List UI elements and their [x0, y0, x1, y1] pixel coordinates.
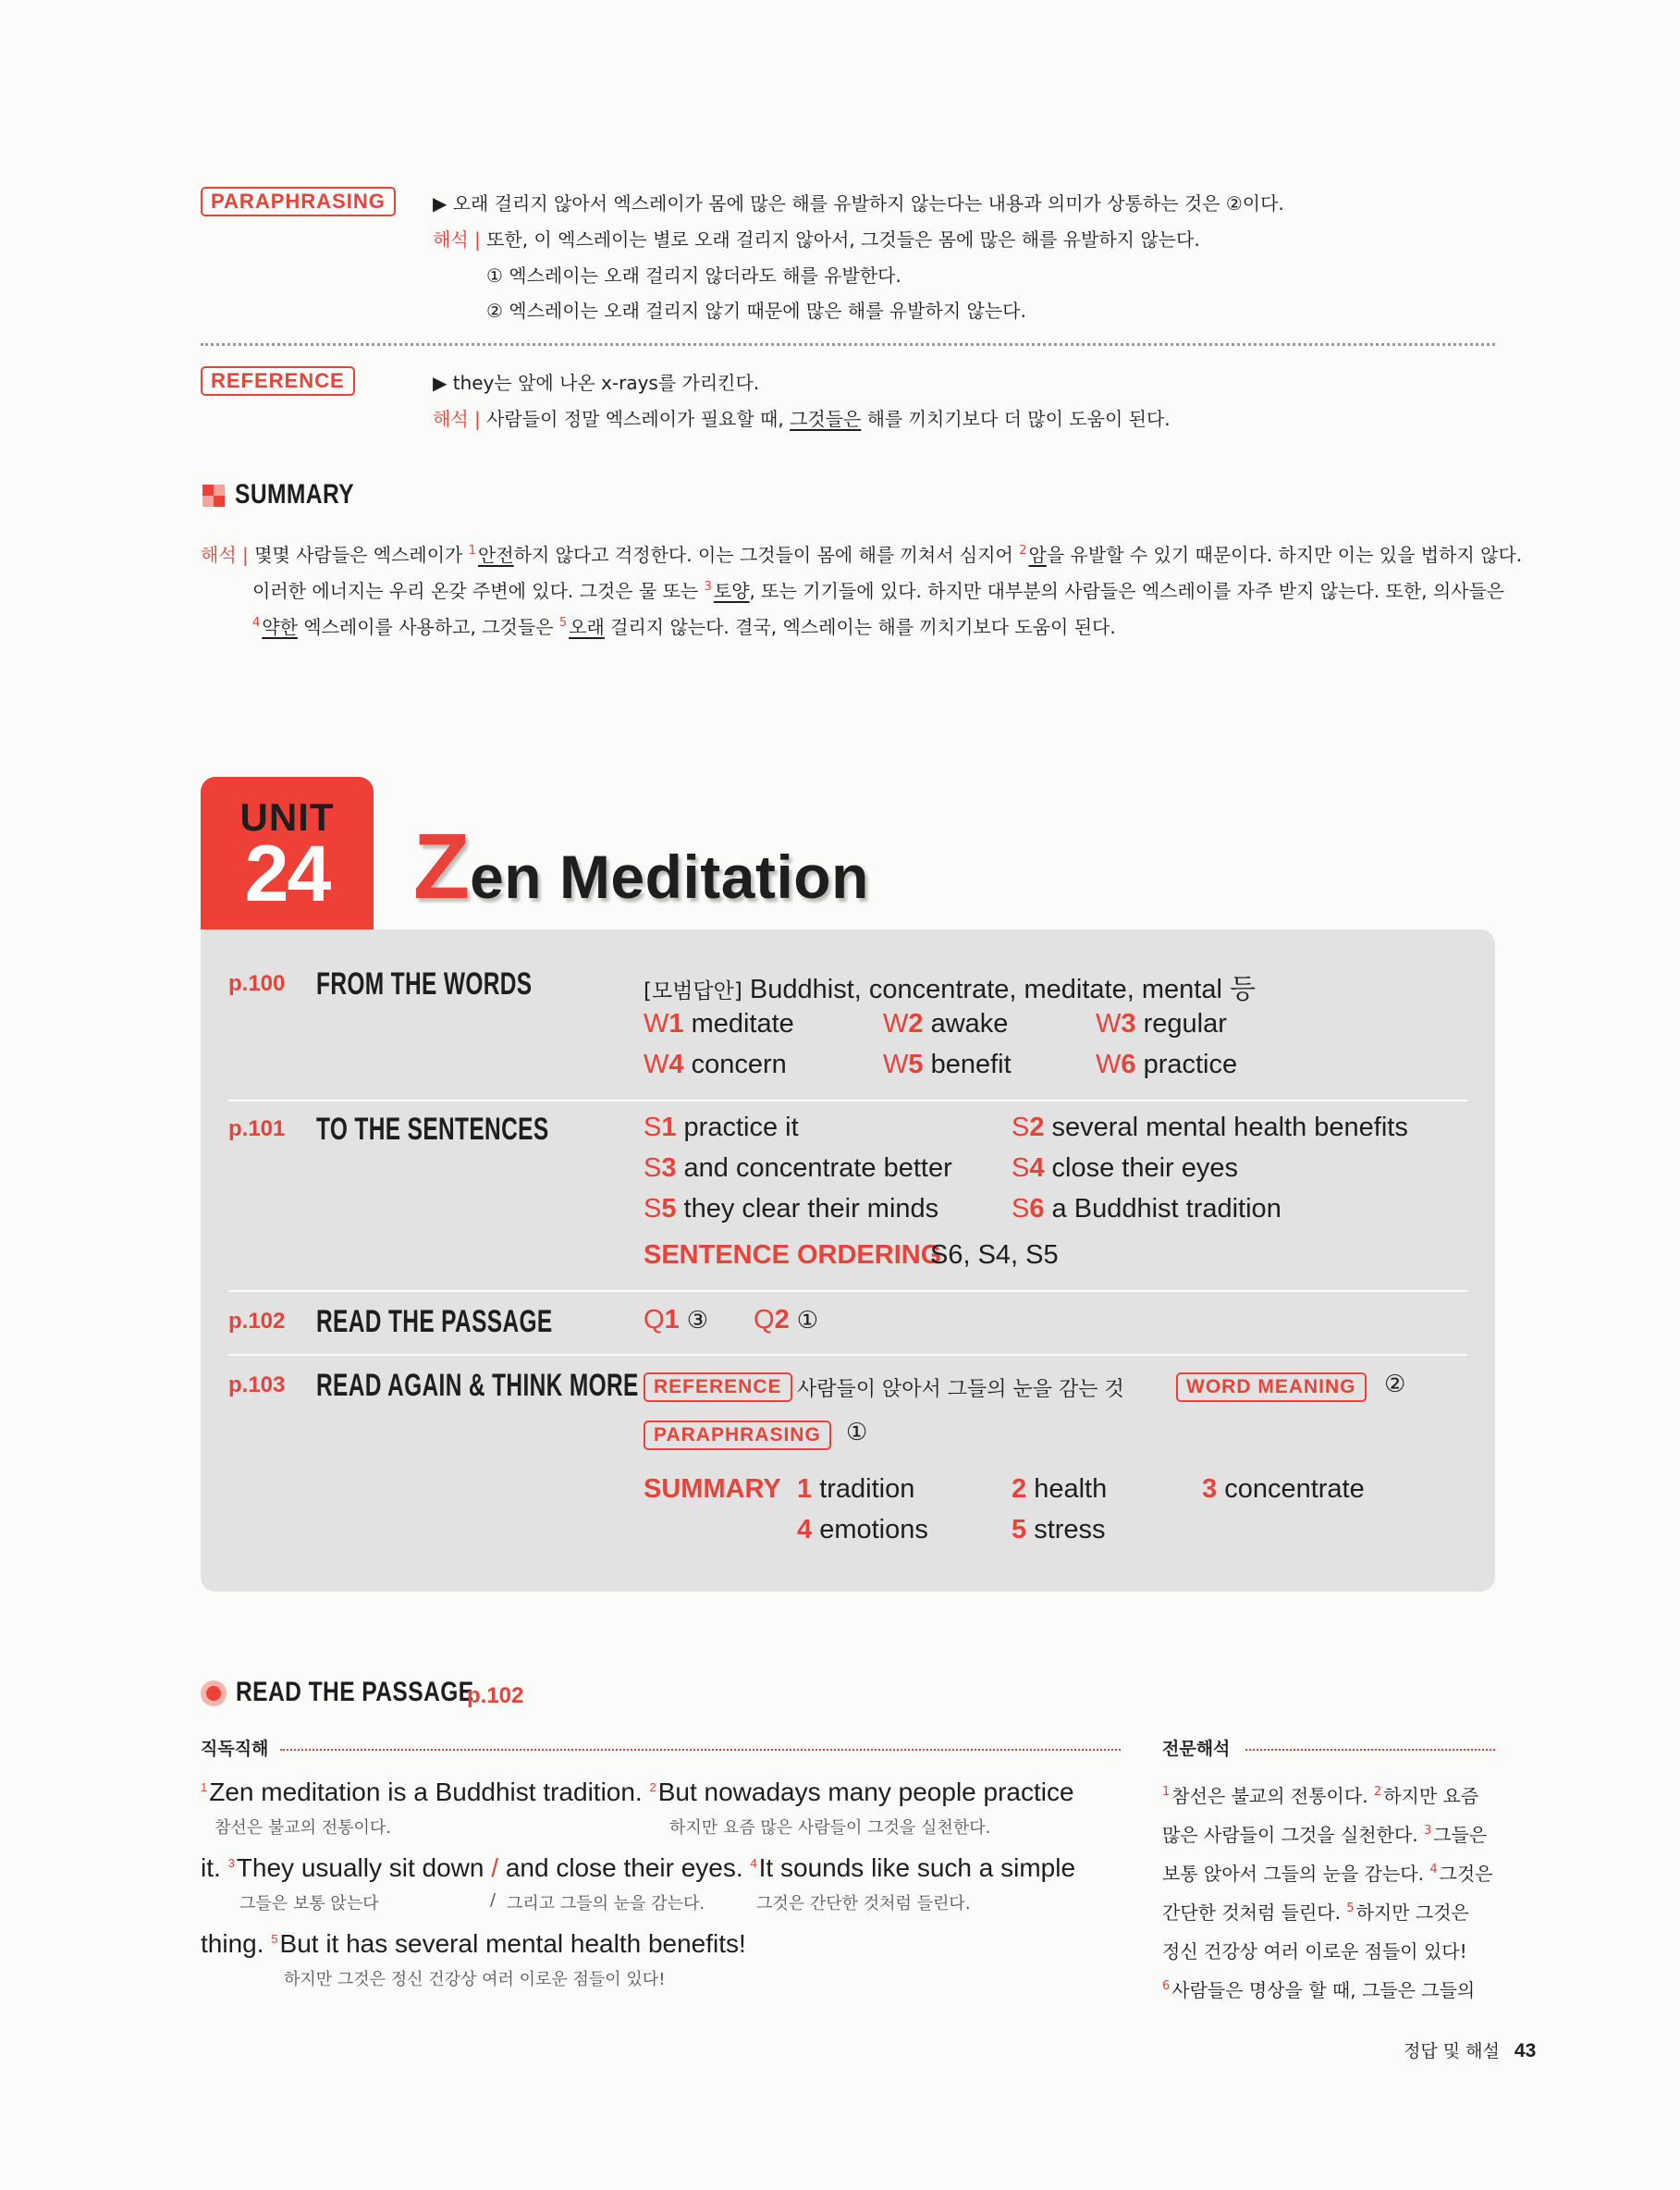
unit-badge	[201, 777, 374, 929]
answer-panel	[201, 929, 1495, 1592]
summary-answer-3: 3 concentrate	[1202, 1474, 1365, 1504]
word-4: W4 concern	[644, 1050, 787, 1079]
row2-label: TO THE SENTENCES	[316, 1112, 549, 1147]
passage-gloss-2a: 그들은 보통 앉는다	[239, 1894, 379, 1913]
unit-label: UNIT	[239, 795, 335, 839]
read-passage-page: p.102	[467, 1683, 524, 1708]
footer	[1404, 2037, 1536, 2062]
row1-label: FROM THE WORDS	[316, 966, 533, 1002]
paraphrasing-option-1: ① 엑스레이는 오래 걸리지 않더라도 해를 유발한다.	[486, 265, 901, 287]
paraphrasing-option-2: ② 엑스레이는 오래 걸리지 않기 때문에 많은 해를 유발하지 않는다.	[486, 300, 1026, 322]
word-2: W2 awake	[883, 1009, 1009, 1039]
sentence-ordering-label: SENTENCE ORDERING	[644, 1240, 942, 1270]
passage-gloss-2c: 그것은 간단한 것처럼 들린다.	[756, 1894, 971, 1913]
summary-line-1: 해석 | 몇몇 사람들은 엑스레이가 $^1$ 안전하지 않다고 걱정한다. 이는 그것들이 몸에 해를 끼쳐서 심지어 $^2$ 암을 유발할 수 있기 때문이다. 하지만 이는 있을 법하지 않다.	[201, 544, 1523, 566]
row3-label: READ THE PASSAGE	[316, 1304, 553, 1339]
passage-gloss-1b: 하지만 요즘 많은 사람들이 그것을 실천한다.	[669, 1818, 991, 1838]
passage-gloss-3: 하지만 그것은 정신 건강상 여러 이로운 점들이 있다!	[284, 1970, 666, 1989]
summary-answer-1: 1 tradition	[797, 1474, 915, 1504]
full-translation-line-2: 많은 사람들이 그것을 실천한다. $^3$ 그들은	[1162, 1824, 1488, 1846]
read-passage-title: READ THE PASSAGE	[236, 1677, 474, 1707]
divider-dotted	[201, 343, 1495, 346]
row4-paraphrasing-value: ①	[846, 1419, 868, 1446]
sentence-2: S2 several mental health benefits	[1012, 1113, 1408, 1142]
full-translation-line-1: $^1$ 참선은 불교의 전통이다. $^2$ 하지만 요즘	[1162, 1785, 1479, 1807]
footer-label: 정답 및 해설	[1404, 2041, 1500, 2061]
full-translation-line-6: $^6$ 사람들은 명상을 할 때, 그들은 그들의	[1162, 1979, 1476, 2001]
passage-line-1: $^1$Zen meditation is a Buddhist tradition. $^2$But nowadays many people practice	[201, 1778, 1074, 1806]
row4-label: READ AGAIN & THINK MORE	[316, 1368, 639, 1403]
passage-gloss-2b: 그리고 그들의 눈을 감는다.	[507, 1894, 705, 1913]
paraphrasing-bullet: ▶ 오래 걸리지 않아서 엑스레이가 몸에 많은 해를 유발하지 않는다는 내용과 의미가 상통하는 것은 ②이다.	[433, 192, 1284, 215]
row2-page: p.101	[228, 1116, 286, 1141]
summary-answer-5: 5 stress	[1012, 1515, 1106, 1544]
word-6: W6 practice	[1096, 1050, 1238, 1079]
full-translation-line-4: 간단한 것처럼 들린다. $^5$ 하지만 그것은	[1162, 1901, 1469, 1924]
full-translation-line-5: 정신 건강상 여러 이로운 점들이 있다!	[1162, 1940, 1467, 1962]
row4-page: p.103	[228, 1372, 286, 1397]
word-1: W1 meditate	[644, 1009, 794, 1039]
passage-gloss-1a: 참선은 불교의 전통이다.	[215, 1818, 392, 1838]
row4-paraphrasing-tag: PARAPHRASING	[644, 1421, 831, 1450]
sentence-3: S3 and concentrate better	[644, 1153, 952, 1183]
sentence-5: S5 they clear their minds	[644, 1194, 939, 1224]
full-translation-line-3: 보통 앉아서 그들의 눈을 감는다. $^4$ 그것은	[1162, 1863, 1493, 1885]
word-3: W3 regular	[1096, 1009, 1227, 1039]
word-5: W5 benefit	[883, 1050, 1012, 1079]
summary-line-2: 이러한 에너지는 우리 온갖 주변에 있다. 그것은 물 또는 $^3$ 토양, 또는 기기들에 있다. 하지만 대부분의 사람들은 엑스레이를 자주 받지 않는다. 또한, 의사들은	[252, 580, 1505, 602]
summary-icon	[202, 485, 225, 507]
reference-translation: 해석 | 사람들이 정말 엑스레이가 필요할 때, 그것들은 해를 끼치기보다 더 많이 도움이 된다.	[433, 408, 1171, 430]
q2-answer: Q2 ①	[754, 1305, 819, 1335]
row4-reference-tag: REFERENCE	[644, 1372, 792, 1402]
row3-page: p.102	[228, 1309, 286, 1334]
paraphrasing-tag: PARAPHRASING	[201, 187, 396, 216]
sentence-1: S1 practice it	[644, 1113, 799, 1142]
row4-reference-value: 사람들이 앉아서 그들의 눈을 감는 것	[797, 1378, 1124, 1401]
row1-page: p.100	[228, 971, 286, 996]
sentence-4: S4 close their eyes	[1012, 1153, 1239, 1183]
unit-title-initial: Z	[413, 815, 471, 918]
right-header: 전문해석	[1162, 1739, 1231, 1759]
unit-title-rest: en Meditation	[470, 843, 869, 911]
summary-answer-4: 4 emotions	[797, 1515, 928, 1544]
summary-answer-2: 2 health	[1012, 1474, 1108, 1504]
reference-tag: REFERENCE	[201, 366, 355, 396]
paraphrasing-translation: 해석 | 또한, 이 엑스레이는 별로 오래 걸리지 않아서, 그것들은 몸에 많은 해를 유발하지 않는다.	[433, 228, 1200, 251]
reference-bullet: ▶ they는 앞에 나온 x-rays를 가리킨다.	[433, 372, 760, 394]
row4-summary-label: SUMMARY	[644, 1474, 781, 1504]
row1-model-answer: [모범답안] Buddhist, concentrate, meditate, mental 등	[644, 975, 1256, 1004]
page-number: 43	[1514, 2040, 1537, 2061]
right-header-dots	[1245, 1749, 1495, 1751]
summary-line-3: $^4$ 약한 엑스레이를 사용하고, 그것들은 $^5$ 오래 걸리지 않는다. 결국, 엑스레이는 해를 끼치기보다 도움이 된다.	[252, 616, 1116, 638]
left-header: 직독직해	[201, 1739, 269, 1759]
sentence-6: S6 a Buddhist tradition	[1012, 1194, 1281, 1224]
q1-answer: Q1 ③	[644, 1305, 709, 1335]
unit-number: 24	[244, 830, 330, 918]
panel-divider	[228, 1290, 1467, 1292]
row4-word-meaning-value: ②	[1384, 1371, 1406, 1398]
unit-title	[413, 814, 869, 920]
read-passage-icon	[201, 1680, 227, 1706]
passage-gloss-2-slash: /	[490, 1890, 497, 1910]
panel-divider	[228, 1354, 1467, 1356]
passage-line-3: thing. $^5$But it has several mental health benefits!	[201, 1929, 746, 1958]
row4-word-meaning-tag: WORD MEANING	[1176, 1372, 1367, 1402]
passage-line-2: it. $^3$They usually sit down / and close their eyes. $^4$It sounds like such a simple	[201, 1853, 1076, 1882]
sentence-ordering-value: S6, S4, S5	[930, 1240, 1059, 1270]
summary-title: SUMMARY	[235, 479, 355, 510]
left-header-dots	[280, 1749, 1121, 1751]
panel-divider	[228, 1100, 1467, 1101]
